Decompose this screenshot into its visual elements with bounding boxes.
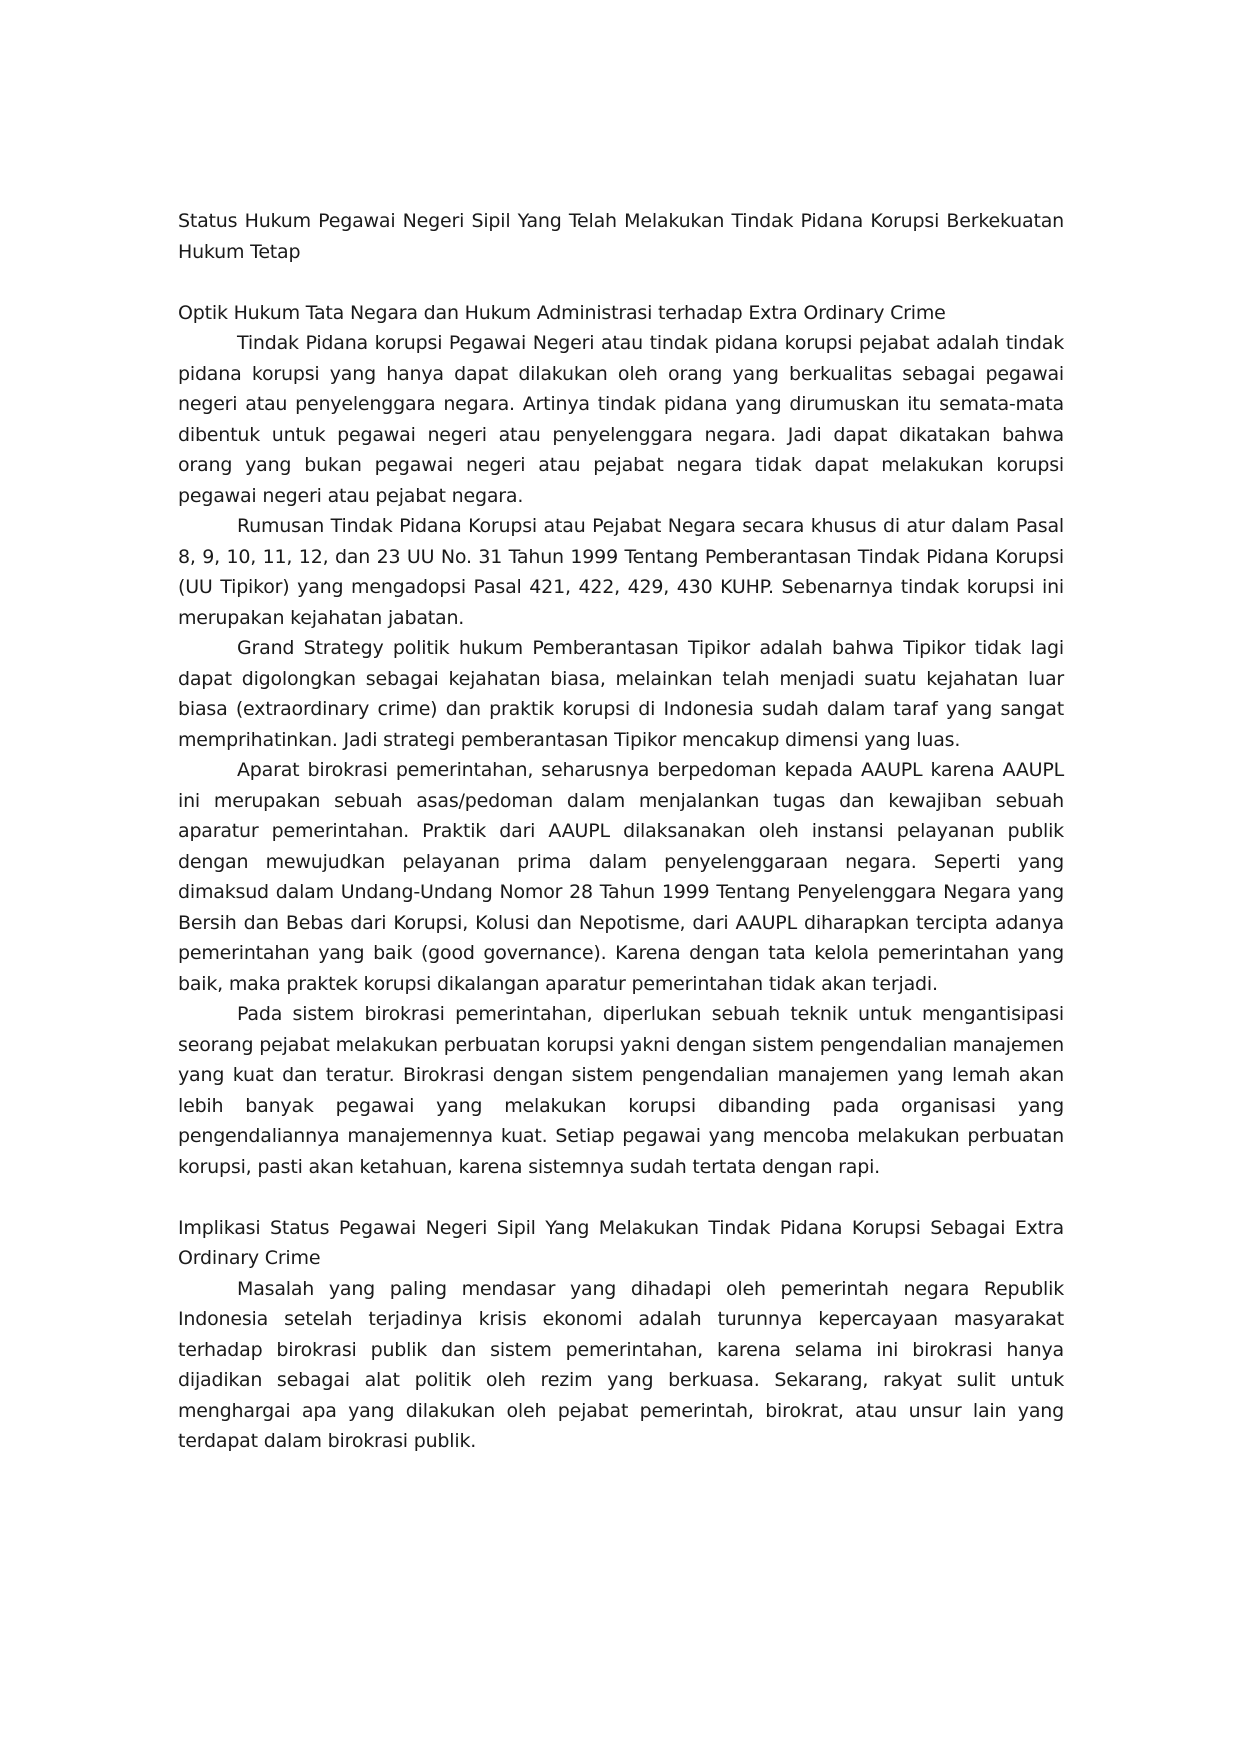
paragraph: Rumusan Tindak Pidana Korupsi atau Pejabat Negara secara khusus di atur dalam Pasal 8, 9, 10, 11, 12, dan 23 UU No. 31 Tahun 1999 Tentang Pemberantasan Tindak Pidana Korupsi (UU Tipikor) yang mengadopsi Pasal 421, 422, 429, 430 KUHP. Sebenarnya tindak korupsi ini merupakan kejahatan jabatan. bbox=[178, 515, 1064, 629]
section-heading: Optik Hukum Tata Negara dan Hukum Administrasi terhadap Extra Ordinary Crime bbox=[178, 301, 946, 324]
document-page bbox=[178, 206, 1064, 1457]
document-title: Status Hukum Pegawai Negeri Sipil Yang Telah Melakukan Tindak Pidana Korupsi Berkekuatan Hukum Tetap bbox=[178, 210, 1064, 263]
section-implikasi-status bbox=[178, 1213, 1064, 1457]
paragraph: Masalah yang paling mendasar yang dihadapi oleh pemerintah negara Republik Indonesia setelah terjadinya krisis ekonomi adalah turunnya kepercayaan masyarakat terhadap birokrasi publik dan sistem pemerintahan, karena selama ini birokrasi hanya dijadikan sebagai alat politik oleh rezim yang berkuasa. Sekarang, rakyat sulit untuk menghargai apa yang dilakukan oleh pejabat pemerintah, birokrat, atau unsur lain yang terdapat dalam birokrasi publik. bbox=[178, 1277, 1064, 1452]
paragraph: Pada sistem birokrasi pemerintahan, diperlukan sebuah teknik untuk mengantisipasi seorang pejabat melakukan perbuatan korupsi yakni dengan sistem pengendalian manajemen yang kuat dan teratur. Birokrasi dengan sistem pengendalian manajemen yang lemah akan lebih banyak pegawai yang melakukan korupsi dibanding pada organisasi yang pengendaliannya manajemennya kuat. Setiap pegawai yang mencoba melakukan perbuatan korupsi, pasti akan ketahuan, karena sistemnya sudah tertata dengan rapi. bbox=[178, 1003, 1064, 1178]
paragraph: Aparat birokrasi pemerintahan, seharusnya berpedoman kepada AAUPL karena AAUPL ini merupakan sebuah asas/pedoman dalam menjalankan tugas dan kewajiban sebuah aparatur pemerintahan. Praktik dari AAUPL dilaksanakan oleh instansi pelayanan publik dengan mewujudkan pelayanan prima dalam penyelenggaraan negara. Seperti yang dimaksud dalam Undang-Undang Nomor 28 Tahun 1999 Tentang Penyelenggara Negara yang Bersih dan Bebas dari Korupsi, Kolusi dan Nepotisme, dari AAUPL diharapkan tercipta adanya pemerintahan yang baik (good governance). Karena dengan tata kelola pemerintahan yang baik, maka praktek korupsi dikalangan aparatur pemerintahan tidak akan terjadi. bbox=[178, 759, 1064, 995]
paragraph: Grand Strategy politik hukum Pemberantasan Tipikor adalah bahwa Tipikor tidak lagi dapat digolongkan sebagai kejahatan biasa, melainkan telah menjadi suatu kejahatan luar biasa (extraordinary crime) dan praktik korupsi di Indonesia sudah dalam taraf yang sangat memprihatinkan. Jadi strategi pemberantasan Tipikor mencakup dimensi yang luas. bbox=[178, 637, 1064, 751]
section-optik-hukum bbox=[178, 298, 1064, 1183]
section-heading: Implikasi Status Pegawai Negeri Sipil Yang Melakukan Tindak Pidana Korupsi Sebagai Extra Ordinary Crime bbox=[178, 1216, 1064, 1269]
paragraph: Tindak Pidana korupsi Pegawai Negeri atau tindak pidana korupsi pejabat adalah tindak pidana korupsi yang hanya dapat dilakukan oleh orang yang berkualitas sebagai pegawai negeri atau penyelenggara negara. Artinya tindak pidana yang dirumuskan itu semata-mata dibentuk untuk pegawai negeri atau penyelenggara negara. Jadi dapat dikatakan bahwa orang yang bukan pegawai negeri atau pejabat negara tidak dapat melakukan korupsi pegawai negeri atau pejabat negara. bbox=[178, 332, 1064, 507]
